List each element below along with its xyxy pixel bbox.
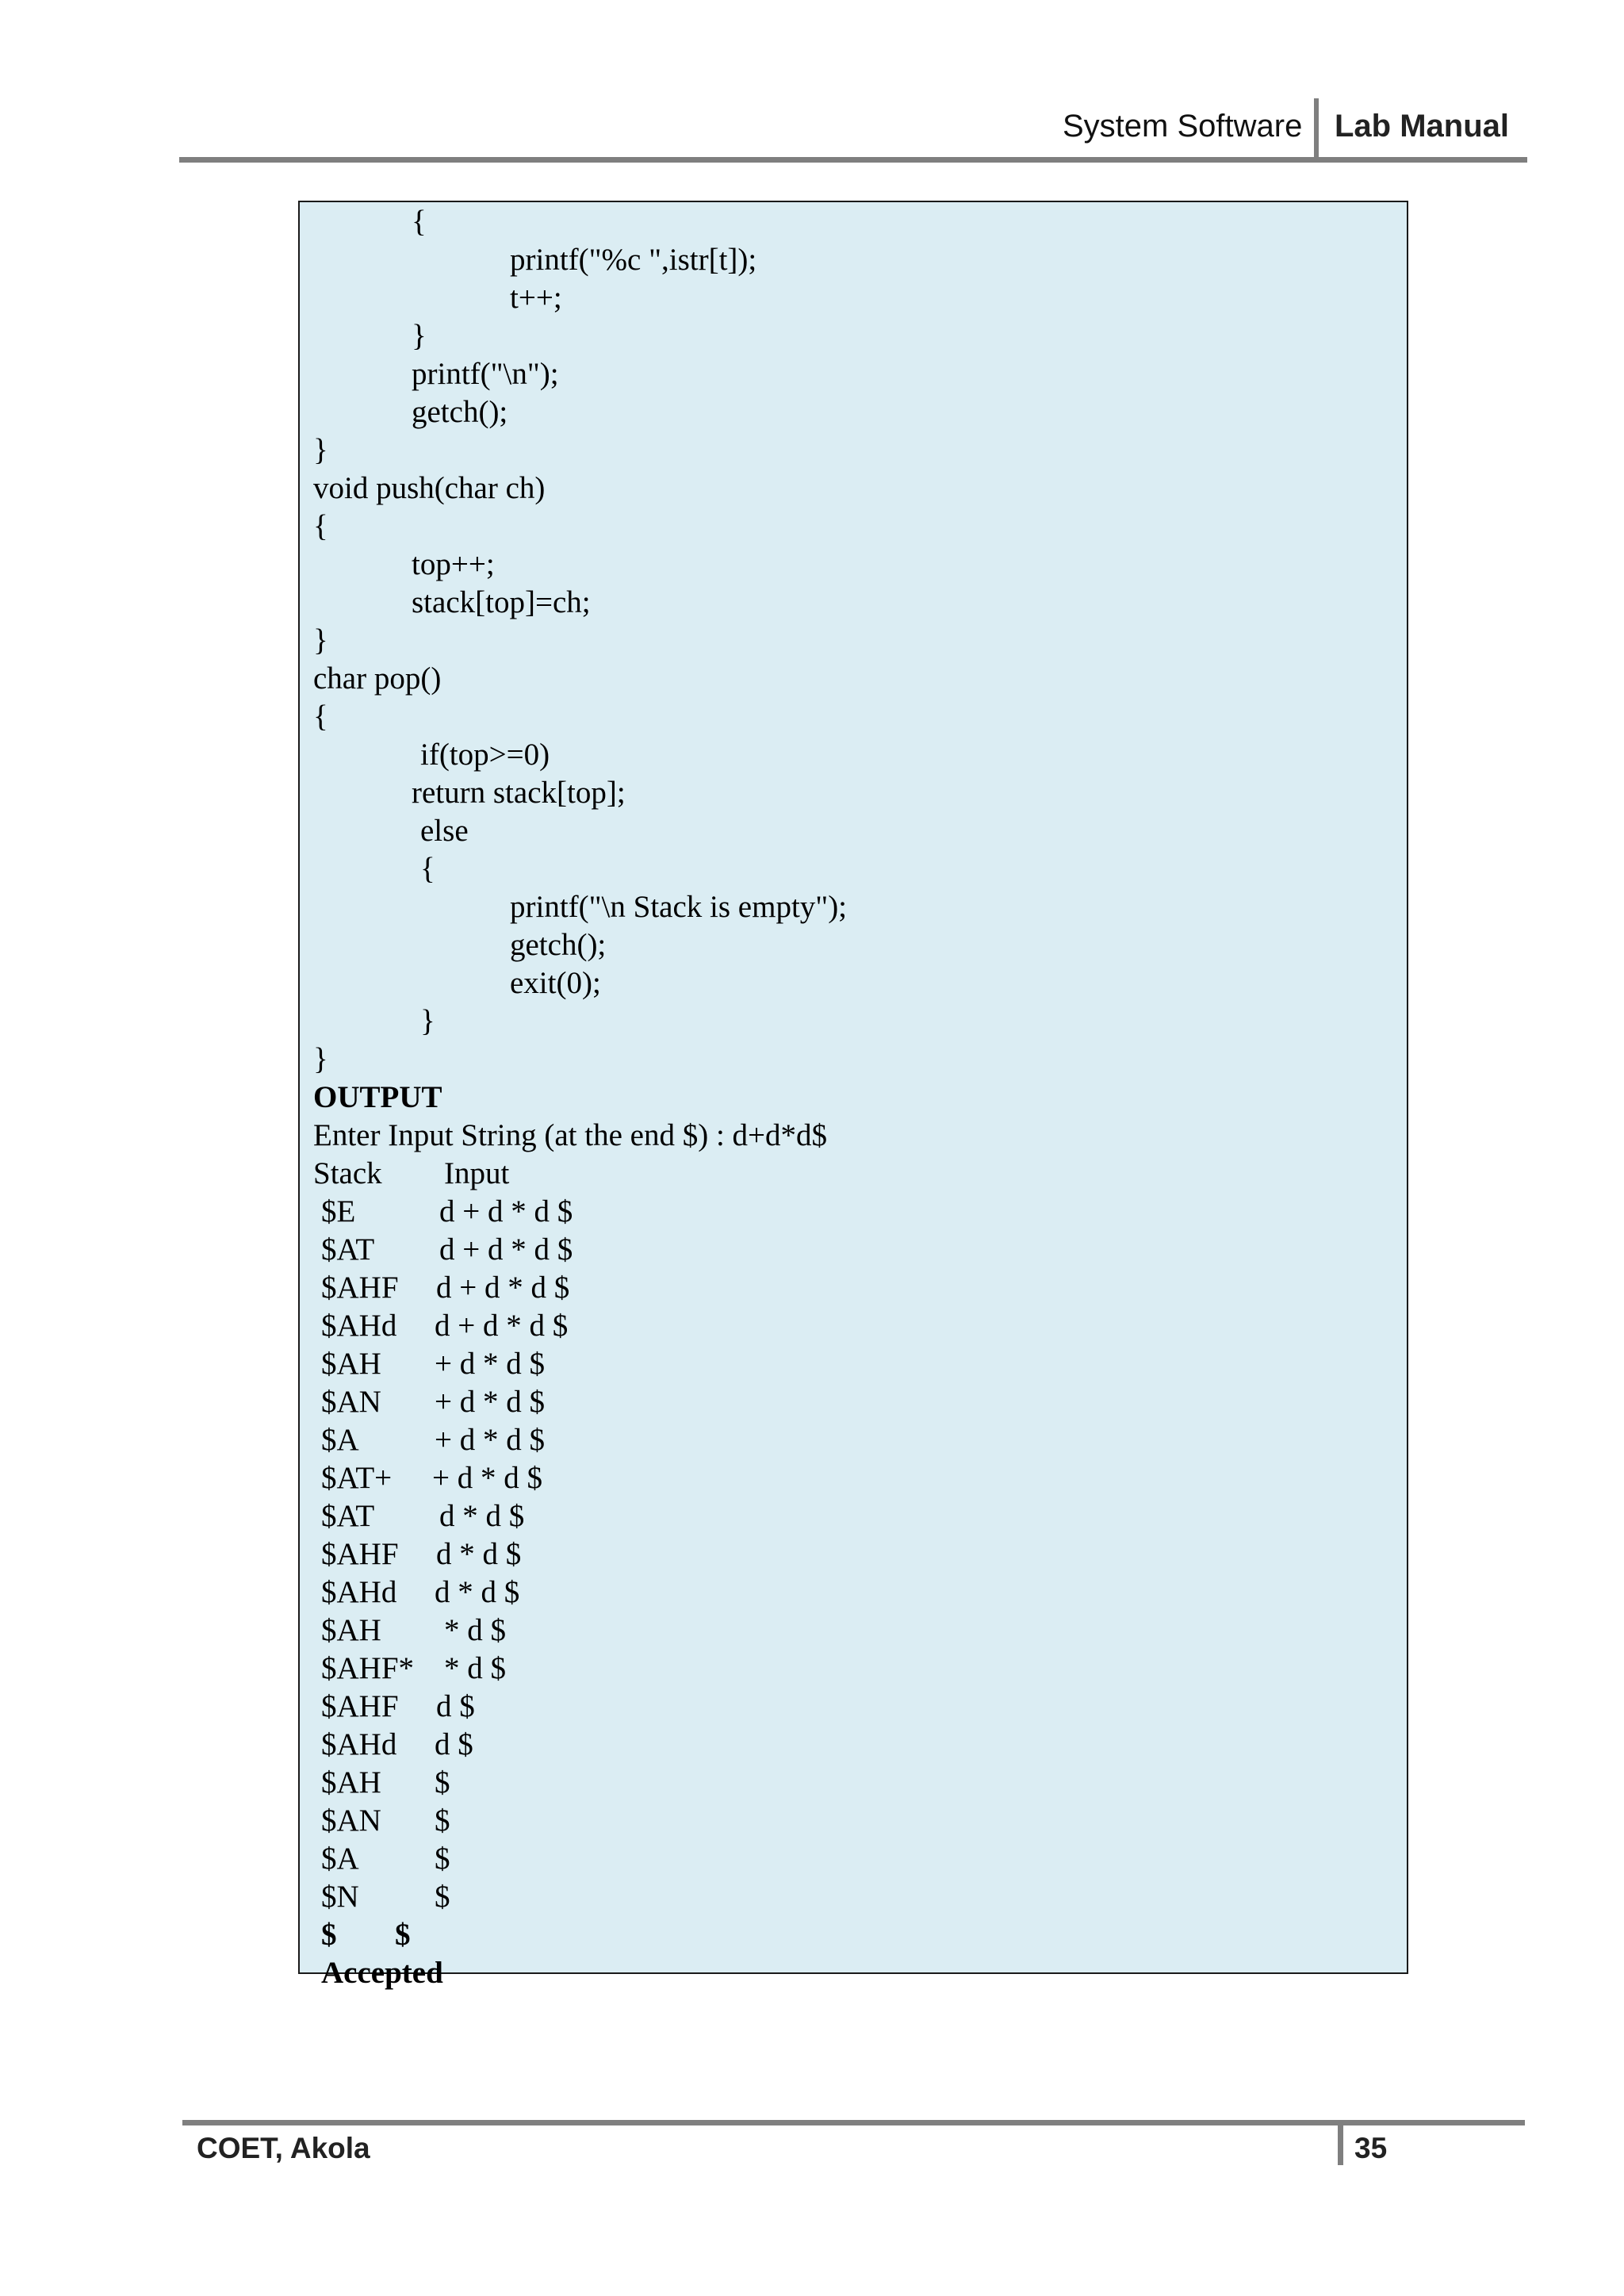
trace-input: * d $ <box>444 1651 506 1685</box>
result-text: Accepted <box>321 1956 443 1990</box>
trace-input: d + d * d $ <box>439 1194 573 1228</box>
code-line: printf("%c ",istr[t]); <box>510 243 757 277</box>
trace-stack: $A <box>321 1842 359 1876</box>
code-line: if(top>=0) <box>420 738 550 772</box>
trace-stack: $AHd <box>321 1309 397 1343</box>
code-line: { <box>412 205 427 239</box>
trace-stack: $AN <box>321 1385 381 1419</box>
footer-institution: COET, Akola <box>197 2132 370 2164</box>
header-subject-title: System Software <box>1063 109 1303 144</box>
trace-stack: $AH <box>321 1765 381 1800</box>
code-line: } <box>412 319 427 353</box>
trace-input: d $ <box>435 1727 473 1761</box>
trace-stack: $AT <box>321 1232 375 1267</box>
trace-stack: $AT <box>321 1499 375 1533</box>
trace-input: + d * d $ <box>435 1385 545 1419</box>
trace-stack: $AHF <box>321 1689 399 1723</box>
output-column-input: Input <box>444 1156 510 1190</box>
trace-stack: $AHd <box>321 1727 397 1761</box>
output-column-stack: Stack <box>313 1156 382 1190</box>
code-line: printf("\n"); <box>412 357 559 391</box>
code-line: } <box>313 1042 328 1076</box>
footer-rule <box>182 2120 1525 2125</box>
page-number: 35 <box>1354 2132 1388 2164</box>
trace-input: d + d * d $ <box>436 1271 570 1305</box>
code-line: } <box>313 433 328 467</box>
header-separator <box>1314 98 1319 159</box>
code-line: char pop() <box>313 661 442 696</box>
code-line: { <box>420 852 435 886</box>
trace-input: d * d $ <box>439 1499 525 1533</box>
code-line: printf("\n Stack is empty"); <box>510 890 848 924</box>
code-line: top++; <box>412 547 495 581</box>
code-line: t++; <box>510 281 562 315</box>
trace-input: d + d * d $ <box>435 1309 569 1343</box>
output-heading: OUTPUT <box>313 1080 442 1114</box>
trace-input: $ <box>395 1918 411 1952</box>
code-line: getch(); <box>510 928 607 962</box>
code-line: } <box>420 1004 435 1038</box>
trace-stack: $AHd <box>321 1575 397 1609</box>
trace-stack: $E <box>321 1194 356 1228</box>
code-line: exit(0); <box>510 966 601 1000</box>
trace-stack: $ <box>321 1918 337 1952</box>
trace-stack: $AH <box>321 1613 381 1647</box>
trace-input: $ <box>435 1842 450 1876</box>
trace-stack: $AH <box>321 1347 381 1381</box>
code-line: } <box>313 623 328 657</box>
output-prompt: Enter Input String (at the end $) : d+d*d$ <box>313 1118 828 1152</box>
trace-input: $ <box>435 1803 450 1838</box>
header-rule <box>179 157 1527 163</box>
code-line: { <box>313 700 328 734</box>
code-line: getch(); <box>412 395 508 429</box>
code-line: void push(char ch) <box>313 471 546 505</box>
trace-input: d + d * d $ <box>439 1232 573 1267</box>
trace-input: d * d $ <box>436 1537 522 1571</box>
trace-input: d $ <box>436 1689 475 1723</box>
trace-stack: $AHF <box>321 1271 399 1305</box>
trace-input: + d * d $ <box>435 1347 545 1381</box>
code-line: { <box>313 509 328 543</box>
footer-separator <box>1338 2120 1343 2165</box>
code-line: else <box>420 814 469 848</box>
trace-stack: $AHF <box>321 1537 399 1571</box>
trace-stack: $N <box>321 1880 359 1914</box>
trace-stack: $AT+ <box>321 1461 393 1495</box>
trace-stack: $A <box>321 1423 359 1457</box>
trace-input: + d * d $ <box>432 1461 542 1495</box>
trace-input: + d * d $ <box>435 1423 545 1457</box>
header-manual-title: Lab Manual <box>1335 109 1510 144</box>
trace-stack: $AN <box>321 1803 381 1838</box>
trace-input: $ <box>435 1765 450 1800</box>
code-line: return stack[top]; <box>412 776 626 810</box>
trace-input: d * d $ <box>435 1575 520 1609</box>
trace-stack: $AHF* <box>321 1651 415 1685</box>
code-line: stack[top]=ch; <box>412 585 591 619</box>
trace-input: * d $ <box>444 1613 506 1647</box>
trace-input: $ <box>435 1880 450 1914</box>
